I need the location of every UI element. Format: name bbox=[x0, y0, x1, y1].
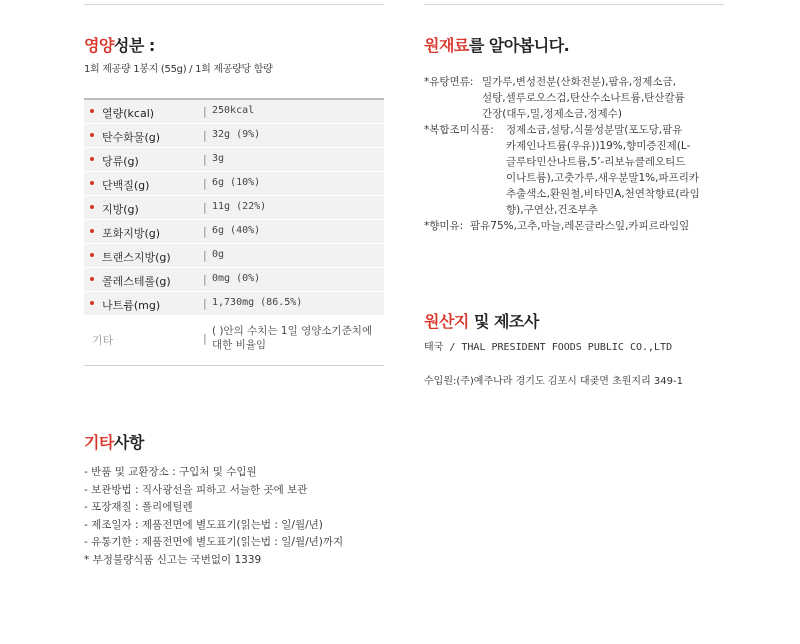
column-separator: | bbox=[203, 153, 207, 166]
nutrient-value: 250kcal bbox=[212, 105, 255, 116]
column-separator: | bbox=[203, 332, 207, 345]
ingredient-group-label: *유탕면류: bbox=[424, 76, 474, 88]
etc-item: * 부정불량식품 신고는 국번없이 1339 bbox=[84, 553, 262, 566]
bullet-icon bbox=[90, 253, 94, 257]
nutrient-value: 11g (22%) bbox=[212, 201, 267, 212]
nutrition-row bbox=[84, 196, 384, 220]
column-separator: | bbox=[203, 129, 207, 142]
nutrient-name: 포화지방(g) bbox=[102, 227, 161, 240]
nutrition-row bbox=[84, 268, 384, 292]
bullet-icon bbox=[90, 229, 94, 233]
nutrient-name: 지방(g) bbox=[102, 203, 139, 216]
ingredient-group-text: 팜유75%,고추,마늘,레몬글라스잎,카피르라임잎 bbox=[470, 220, 690, 232]
column-separator: | bbox=[203, 273, 207, 286]
etc-title-rest: 사항 bbox=[113, 433, 144, 452]
importer-info: 수입원:(주)예주나라 경기도 김포시 대곶면 초원지리 349-1 bbox=[424, 376, 683, 387]
column-separator: | bbox=[203, 105, 207, 118]
nutrition-row bbox=[84, 220, 384, 244]
bullet-icon bbox=[90, 277, 94, 281]
nutrition-title-rest: 성분 : bbox=[113, 36, 155, 55]
origin-title bbox=[424, 309, 539, 332]
nutrient-value: 0g bbox=[212, 249, 225, 260]
nutrition-row bbox=[84, 100, 384, 124]
top-divider-left bbox=[84, 4, 384, 5]
etc-list bbox=[84, 464, 343, 569]
nutrient-name: 단백질(g) bbox=[102, 179, 150, 192]
nutrient-value: 32g (9%) bbox=[212, 129, 261, 140]
ingredient-group-text: 정제소금,설탕,식물성분말(포도당,팜유 카제인나트륨(우유))19%,향미증진제(L- 글루타민산나트륨,5’-리보뉴클레오티드 이나트륨),고춧가루,새우분말1%,파프리카 추출색소,환원철,비타민A,천연착향료(라임 향),구연산,건조부추 bbox=[506, 124, 700, 216]
nutrient-value: 0mg (0%) bbox=[212, 273, 261, 284]
nutrition-row bbox=[84, 244, 384, 268]
top-divider-right bbox=[424, 4, 724, 5]
nutrient-name: 열량(kcal) bbox=[102, 107, 155, 120]
note-label: 기타 bbox=[92, 334, 114, 347]
origin-country: 태국 / THAL PRESIDENT FOODS PUBLIC CO.,LTD bbox=[424, 342, 673, 353]
ingredients-title-highlight: 원재료 bbox=[424, 36, 469, 55]
nutrition-row bbox=[84, 292, 384, 316]
origin-title-rest: 및 제조사 bbox=[468, 312, 539, 331]
nutrition-table bbox=[84, 98, 384, 366]
nutrient-name: 콜레스테롤(g) bbox=[102, 275, 171, 288]
column-separator: | bbox=[203, 297, 207, 310]
ingredient-group bbox=[424, 218, 700, 234]
ingredient-group bbox=[424, 122, 700, 218]
etc-item: - 제조일자 : 제품전면에 별도표기(읽는법 : 일/월/년) bbox=[84, 518, 323, 531]
origin-title-highlight: 원산지 bbox=[424, 312, 469, 331]
ingredient-group bbox=[424, 74, 700, 122]
bullet-icon bbox=[90, 133, 94, 137]
ingredients-list bbox=[424, 74, 700, 234]
nutrient-value: 6g (40%) bbox=[212, 225, 261, 236]
serving-size-text: 1회 제공량 1봉지 (55g) / 1회 제공량당 함량 bbox=[84, 64, 273, 75]
nutrient-name: 탄수화물(g) bbox=[102, 131, 161, 144]
ingredients-title bbox=[424, 33, 569, 56]
nutrient-name: 나트륨(mg) bbox=[102, 299, 161, 312]
etc-item: - 반품 및 교환장소 : 구입처 및 수입원 bbox=[84, 466, 257, 478]
nutrient-name: 트랜스지방(g) bbox=[102, 251, 171, 264]
ingredient-group-label: *복합조미식품: bbox=[424, 124, 494, 136]
etc-title bbox=[84, 430, 144, 453]
bullet-icon bbox=[90, 109, 94, 113]
nutrition-row bbox=[84, 172, 384, 196]
bullet-icon bbox=[90, 181, 94, 185]
ingredient-group-label: *향미유: bbox=[424, 220, 464, 232]
bullet-icon bbox=[90, 301, 94, 305]
etc-item: - 보관방법 : 직사광선을 피하고 서늘한 곳에 보관 bbox=[84, 483, 308, 496]
column-separator: | bbox=[203, 249, 207, 262]
etc-title-highlight: 기타 bbox=[84, 433, 114, 452]
nutrition-row bbox=[84, 148, 384, 172]
nutrient-value: 6g (10%) bbox=[212, 177, 261, 188]
etc-item: - 포장재질 : 폴리에틸렌 bbox=[84, 501, 193, 513]
nutrient-value: 1,730mg (86.5%) bbox=[212, 297, 303, 308]
ingredient-group-text: 밀가루,변성전분(산화전분),팜유,정제소금, 설탕,셀루로오스검,탄산수소나트륨,탄산칼륨 간장(대두,밀,정제소금,정제수) bbox=[482, 76, 685, 120]
note-text: ( )안의 수치는 1일 영양소기준치에 대한 비율임 bbox=[212, 325, 373, 351]
nutrition-title bbox=[84, 33, 155, 56]
etc-item: - 유통기한 : 제품전면에 별도표기(읽는법 : 일/월/년)까지 bbox=[84, 536, 344, 548]
column-separator: | bbox=[203, 225, 207, 238]
nutrient-name: 당류(g) bbox=[102, 155, 139, 168]
nutrient-value: 3g bbox=[212, 153, 225, 164]
column-separator: | bbox=[203, 177, 207, 190]
bullet-icon bbox=[90, 205, 94, 209]
nutrition-note-row bbox=[84, 316, 384, 365]
nutrition-row bbox=[84, 124, 384, 148]
bullet-icon bbox=[90, 157, 94, 161]
nutrition-title-highlight: 영양 bbox=[84, 36, 114, 55]
column-separator: | bbox=[203, 201, 207, 214]
ingredients-title-rest: 를 알아봅니다. bbox=[468, 36, 570, 55]
